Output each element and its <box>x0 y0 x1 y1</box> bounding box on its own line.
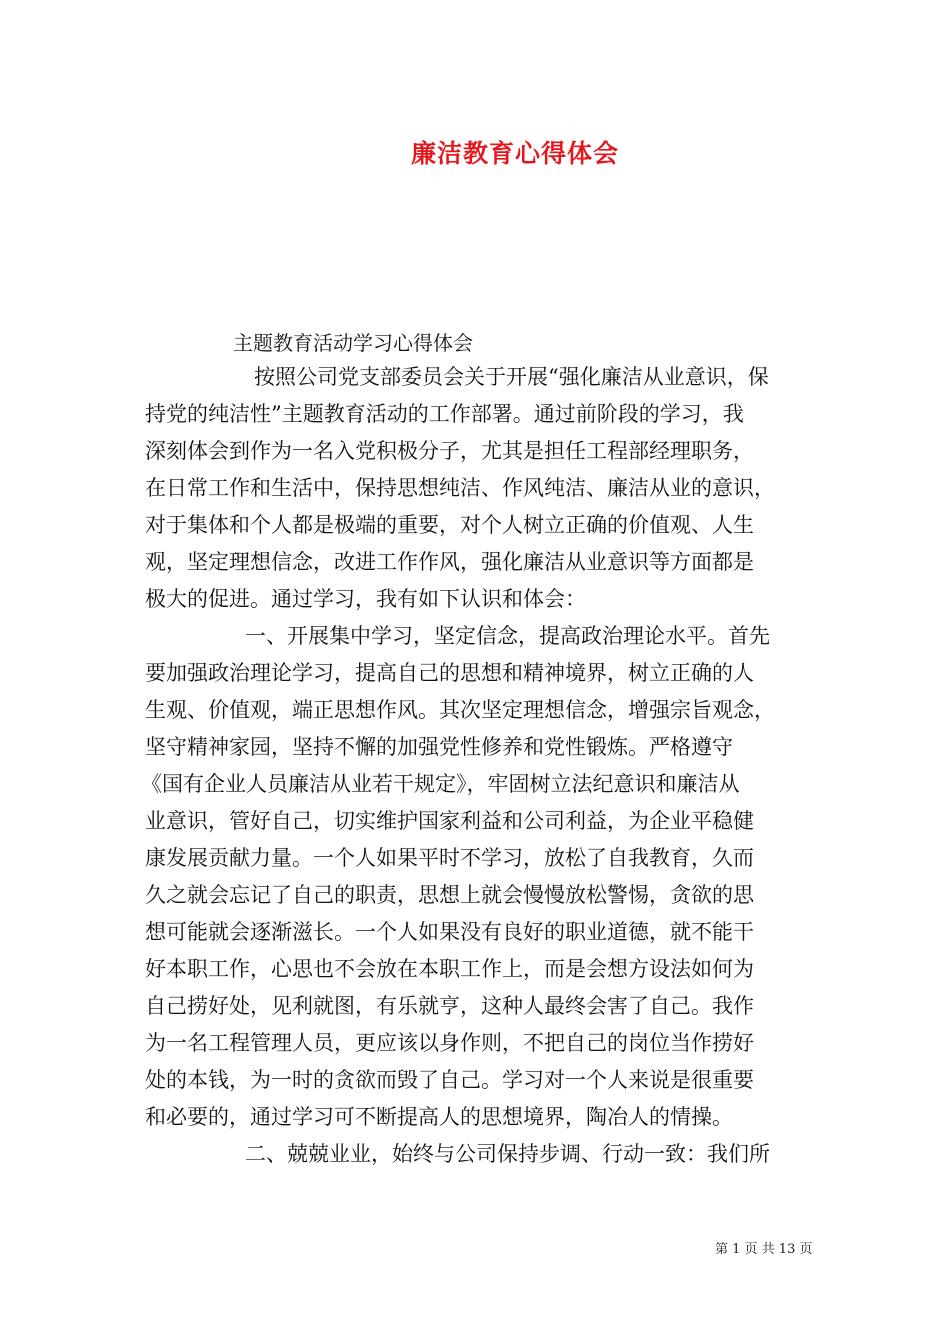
body-line: 在日常工作和生活中，保持思想纯洁、作风纯洁、廉洁从业的意识， <box>145 476 775 500</box>
body-line: 一、开展集中学习，坚定信念，提高政治理论水平。首先 <box>245 624 770 648</box>
body-line: 《国有企业人员廉洁从业若干规定》，牢固树立法纪意识和廉洁从 <box>141 772 740 796</box>
body-line: 深刻体会到作为一名入党积极分子，尤其是担任工程部经理职务， <box>145 439 754 463</box>
body-line: 二、兢兢业业，始终与公司保持步调、行动一致：我们所 <box>245 1142 770 1166</box>
body-line: 对于集体和个人都是极端的重要，对个人树立正确的价值观、人生 <box>145 513 754 537</box>
body-line: 和必要的，通过学习可不断提高人的思想境界，陶冶人的情操。 <box>145 1105 733 1129</box>
body-line: 久之就会忘记了自己的职责，思想上就会慢慢放松警惕，贪欲的思 <box>145 883 754 907</box>
body-line: 坚守精神家园，坚持不懈的加强党性修养和党性锻炼。严格遵守 <box>145 735 733 759</box>
body-line: 业意识，管好自己，切实维护国家利益和公司利益，为企业平稳健 <box>145 809 754 833</box>
body-line: 持党的纯洁性”主题教育活动的工作部署。通过前阶段的学习，我 <box>145 402 744 426</box>
document-subtitle: 主题教育活动学习心得体会 <box>233 331 473 355</box>
body-line: 自己捞好处，见利就图，有乐就亨，这种人最终会害了自己。我作 <box>145 994 754 1018</box>
body-line: 想可能就会逐渐滋长。一个人如果没有良好的职业道德，就不能干 <box>145 920 754 944</box>
body-line: 好本职工作，心思也不会放在本职工作上，而是会想方设法如何为 <box>145 957 754 981</box>
body-line: 按照公司党支部委员会关于开展“强化廉洁从业意识，保 <box>233 365 769 389</box>
body-line: 处的本钱，为一时的贪欲而毁了自己。学习对一个人来说是很重要 <box>145 1068 754 1092</box>
body-line: 要加强政治理论学习，提高自己的思想和精神境界，树立正确的人 <box>145 661 754 685</box>
body-line: 生观、价值观，端正思想作风。其次坚定理想信念，增强宗旨观念， <box>145 698 775 722</box>
body-line: 极大的促进。通过学习，我有如下认识和体会： <box>145 587 586 611</box>
document-title: 廉洁教育心得体会 <box>410 139 619 168</box>
page-number-footer: 第 1 页 共 13 页 <box>715 1242 813 1257</box>
body-line: 为一名工程管理人员，更应该以身作则，不把自己的岗位当作捞好 <box>145 1031 754 1055</box>
body-line: 康发展贡献力量。一个人如果平时不学习，放松了自我教育，久而 <box>145 846 754 870</box>
body-line: 观，坚定理想信念，改进工作作风，强化廉洁从业意识等方面都是 <box>145 550 754 574</box>
